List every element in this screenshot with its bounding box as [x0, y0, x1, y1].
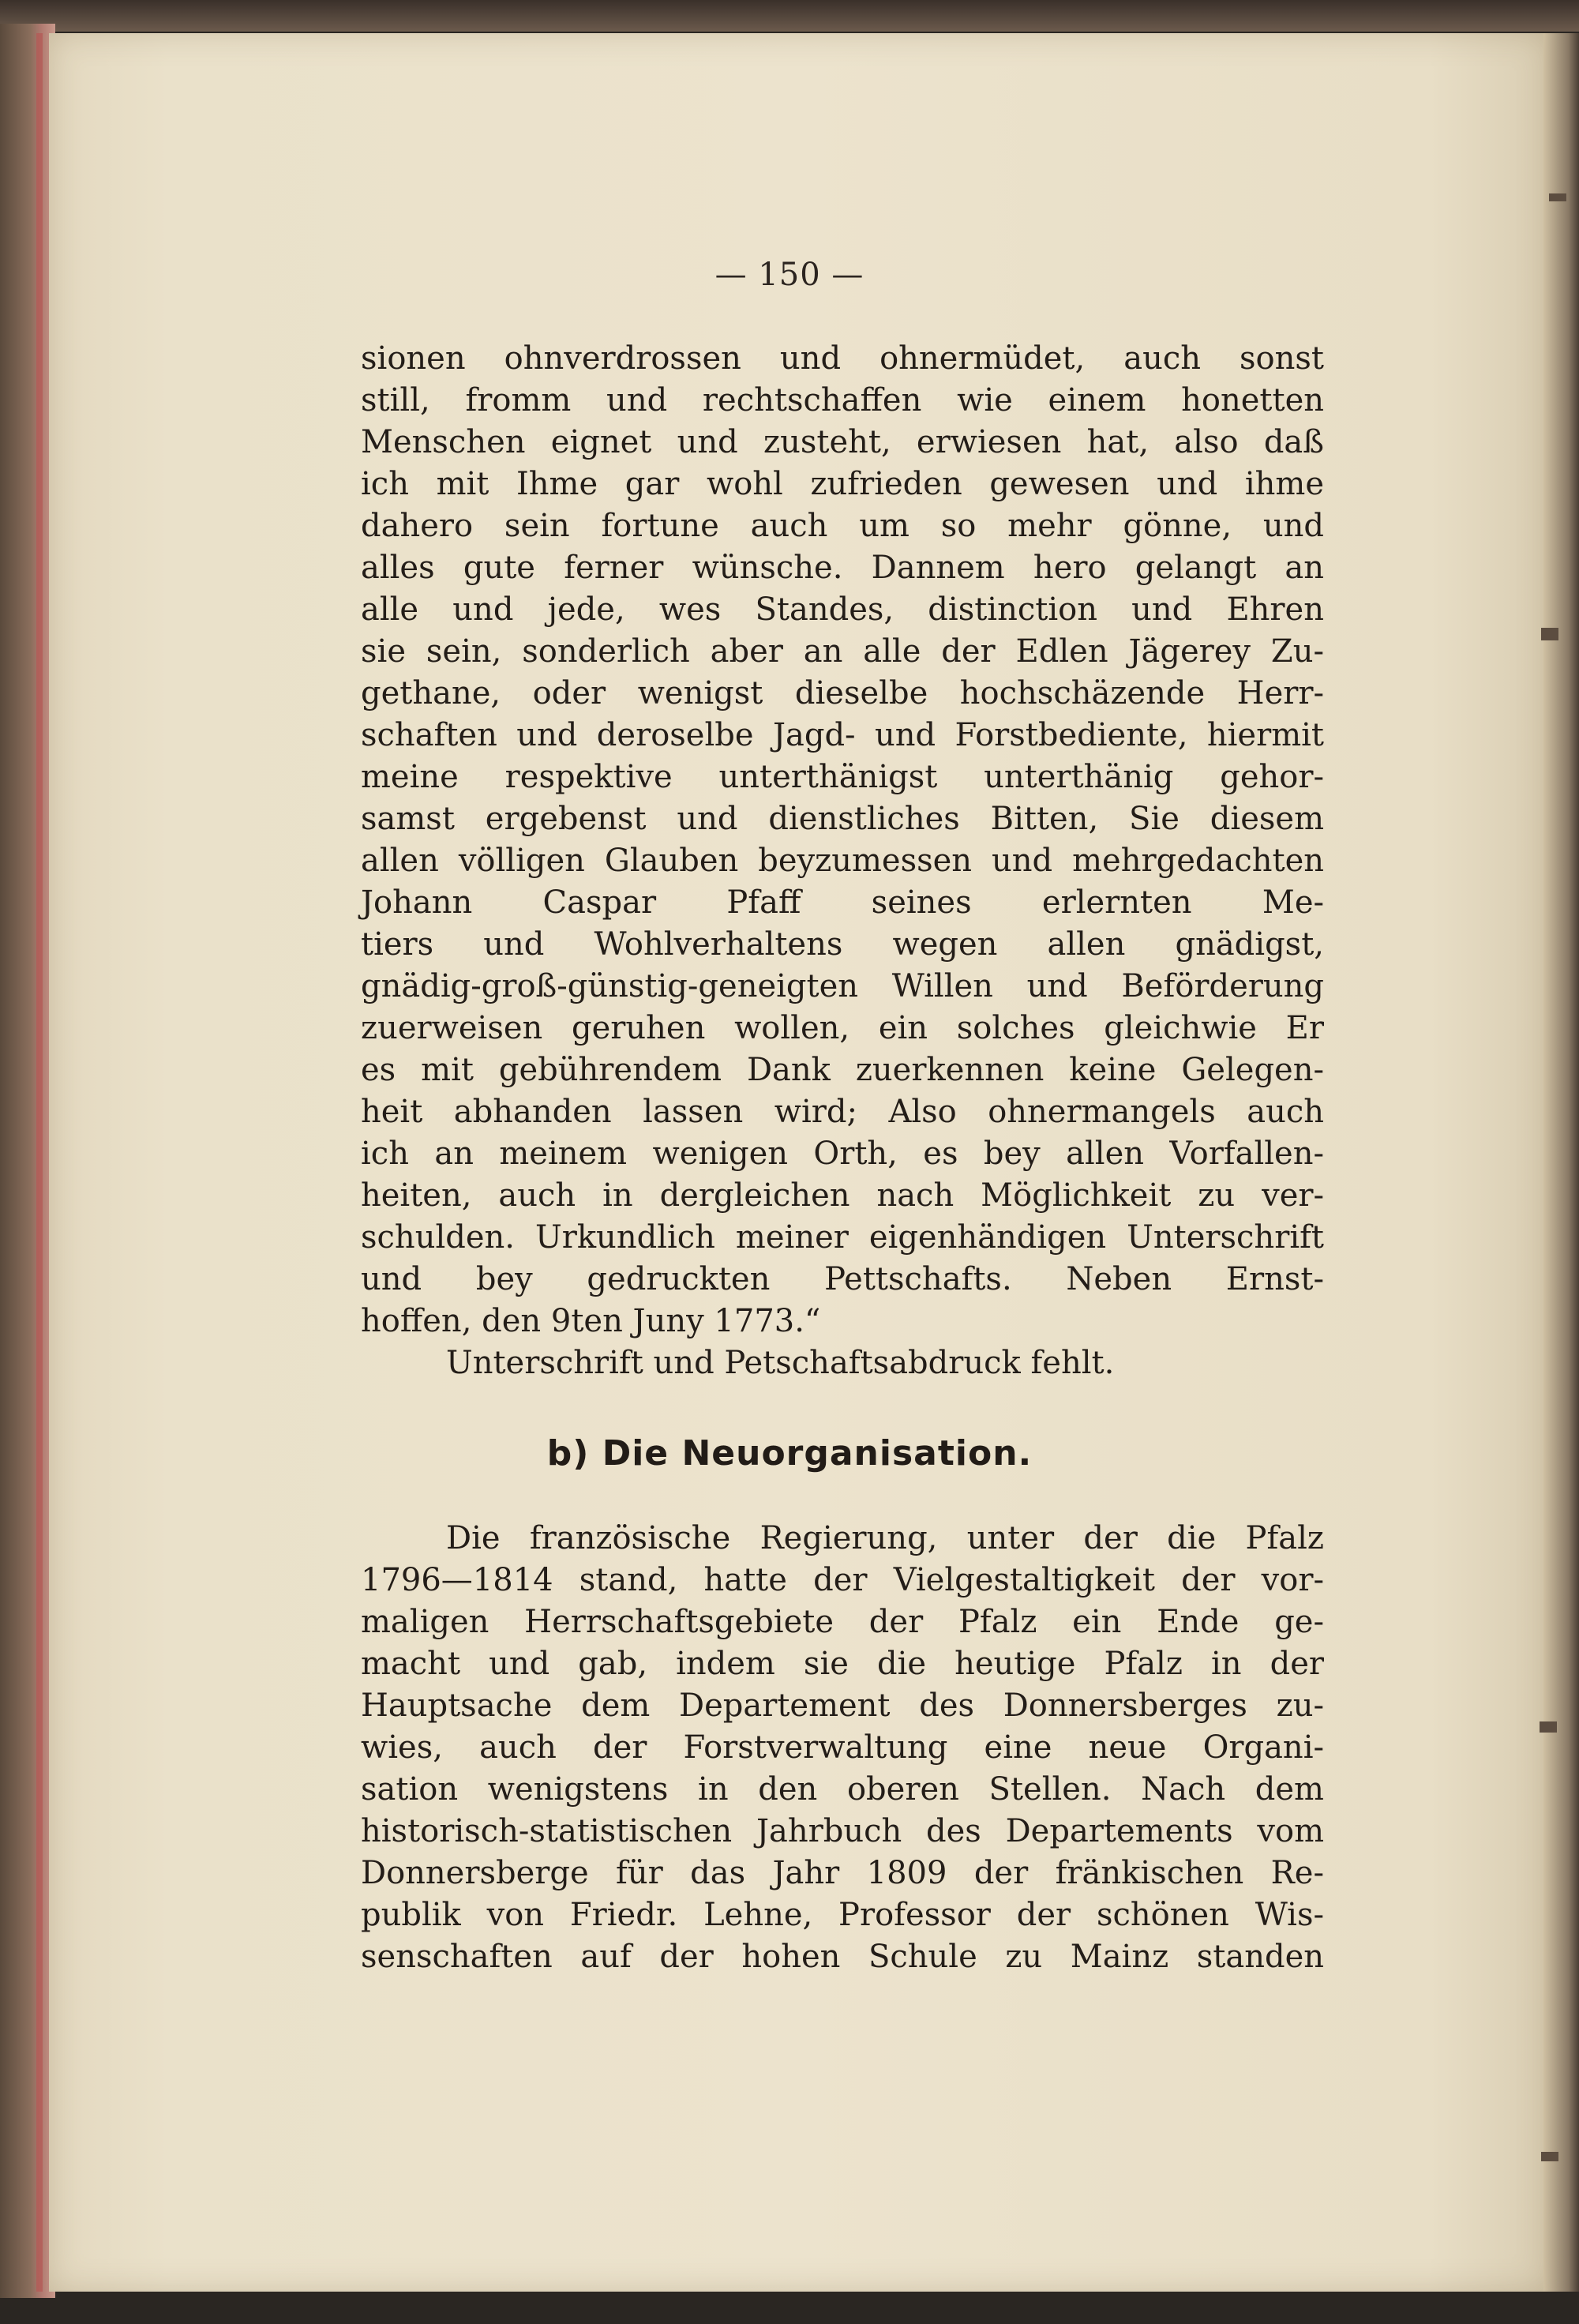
text-line: historisch-statistischen Jahrbuch des Departements vom	[361, 1813, 1324, 1849]
text-line: Menschen eignet und zusteht, erwiesen hat, also daß	[361, 424, 1324, 460]
top-edge-shadow	[0, 0, 1579, 32]
text-line: heit abhanden lassen wird; Also ohnermangels auch	[361, 1094, 1324, 1130]
text-line: sionen ohnverdrossen und ohnermüdet, auch sonst	[361, 340, 1324, 377]
paragraph-reorganisation	[361, 1518, 1324, 1978]
missing-signature-note: Unterschrift und Petschaftsabdruck fehlt.	[446, 1345, 1115, 1381]
text-line: schulden. Urkundlich meiner eigenhändigen Unterschrift	[361, 1219, 1324, 1256]
margin-mark	[1541, 2152, 1558, 2161]
section-heading: b) Die Neuorganisation.	[546, 1433, 1033, 1474]
text-line: 1796—1814 stand, hatte der Vielgestaltigkeit der vor-	[361, 1562, 1324, 1598]
text-line: wies, auch der Forstverwaltung eine neue Organi-	[361, 1729, 1324, 1766]
text-line: es mit gebührendem Dank zuerkennen keine Gelegen-	[361, 1052, 1324, 1088]
paragraph-continuation	[361, 338, 1324, 1384]
text-line: gethane, oder wenigst dieselbe hochschäzende Herr-	[361, 675, 1324, 711]
text-line: dahero sein fortune auch um so mehr gönne, und	[361, 508, 1324, 544]
margin-mark	[1549, 193, 1566, 201]
text-line: tiers und Wohlverhaltens wegen allen gnädigst,	[361, 926, 1324, 963]
text-line: samst ergebenst und dienstliches Bitten, Sie diesem	[361, 801, 1324, 837]
text-line: hoffen, den 9ten Juny 1773.“	[361, 1303, 821, 1339]
text-line: alles gute ferner wünsche. Dannem hero gelangt an	[361, 550, 1324, 586]
text-line: alle und jede, wes Standes, distinction und Ehren	[361, 591, 1324, 628]
page-gutter	[1543, 33, 1579, 2292]
text-line: ich mit Ihme gar wohl zufrieden gewesen und ihme	[361, 466, 1324, 502]
text-line: still, fromm und rechtschaffen wie einem honetten	[361, 382, 1324, 419]
book-cover-edge	[0, 24, 55, 2298]
text-line: ich an meinem wenigen Orth, es bey allen Vorfallen-	[361, 1136, 1324, 1172]
text-line: sation wenigstens in den oberen Stellen. Nach dem	[361, 1771, 1324, 1808]
text-line: macht und gab, indem sie die heutige Pfalz in der	[361, 1646, 1324, 1682]
text-line: Johann Caspar Pfaff seines erlernten Me-	[361, 884, 1324, 921]
text-line: publik von Friedr. Lehne, Professor der schönen Wis-	[361, 1897, 1324, 1933]
text-line: senschaften auf der hohen Schule zu Mainz standen	[361, 1939, 1324, 1975]
text-line: maligen Herrschaftsgebiete der Pfalz ein Ende ge-	[361, 1604, 1324, 1640]
text-line: zuerweisen geruhen wollen, ein solches gleichwie Er	[361, 1010, 1324, 1046]
page-red-edge	[36, 33, 43, 2292]
page-number: — 150 —	[714, 257, 865, 293]
text-line: meine respektive unterthänigst unterthänig gehor-	[361, 759, 1324, 795]
text-line: Die französische Regierung, unter der die Pfalz	[446, 1520, 1324, 1556]
text-line: schaften und deroselbe Jagd- und Forstbediente, hiermit	[361, 717, 1324, 753]
text-line: Hauptsache dem Departement des Donnersberges zu-	[361, 1688, 1324, 1724]
text-line: allen völligen Glauben beyzumessen und mehrgedachten	[361, 843, 1324, 879]
margin-mark	[1541, 628, 1558, 640]
text-line: Donnersberge für das Jahr 1809 der fränkischen Re-	[361, 1855, 1324, 1891]
text-line: und bey gedruckten Pettschafts. Neben Ernst-	[361, 1261, 1324, 1297]
margin-mark	[1540, 1721, 1557, 1733]
text-line: gnädig-groß-günstig-geneigten Willen und Beförderung	[361, 968, 1324, 1004]
text-line: heiten, auch in dergleichen nach Möglichkeit zu ver-	[361, 1177, 1324, 1214]
text-line: sie sein, sonderlich aber an alle der Edlen Jägerey Zu-	[361, 633, 1324, 670]
